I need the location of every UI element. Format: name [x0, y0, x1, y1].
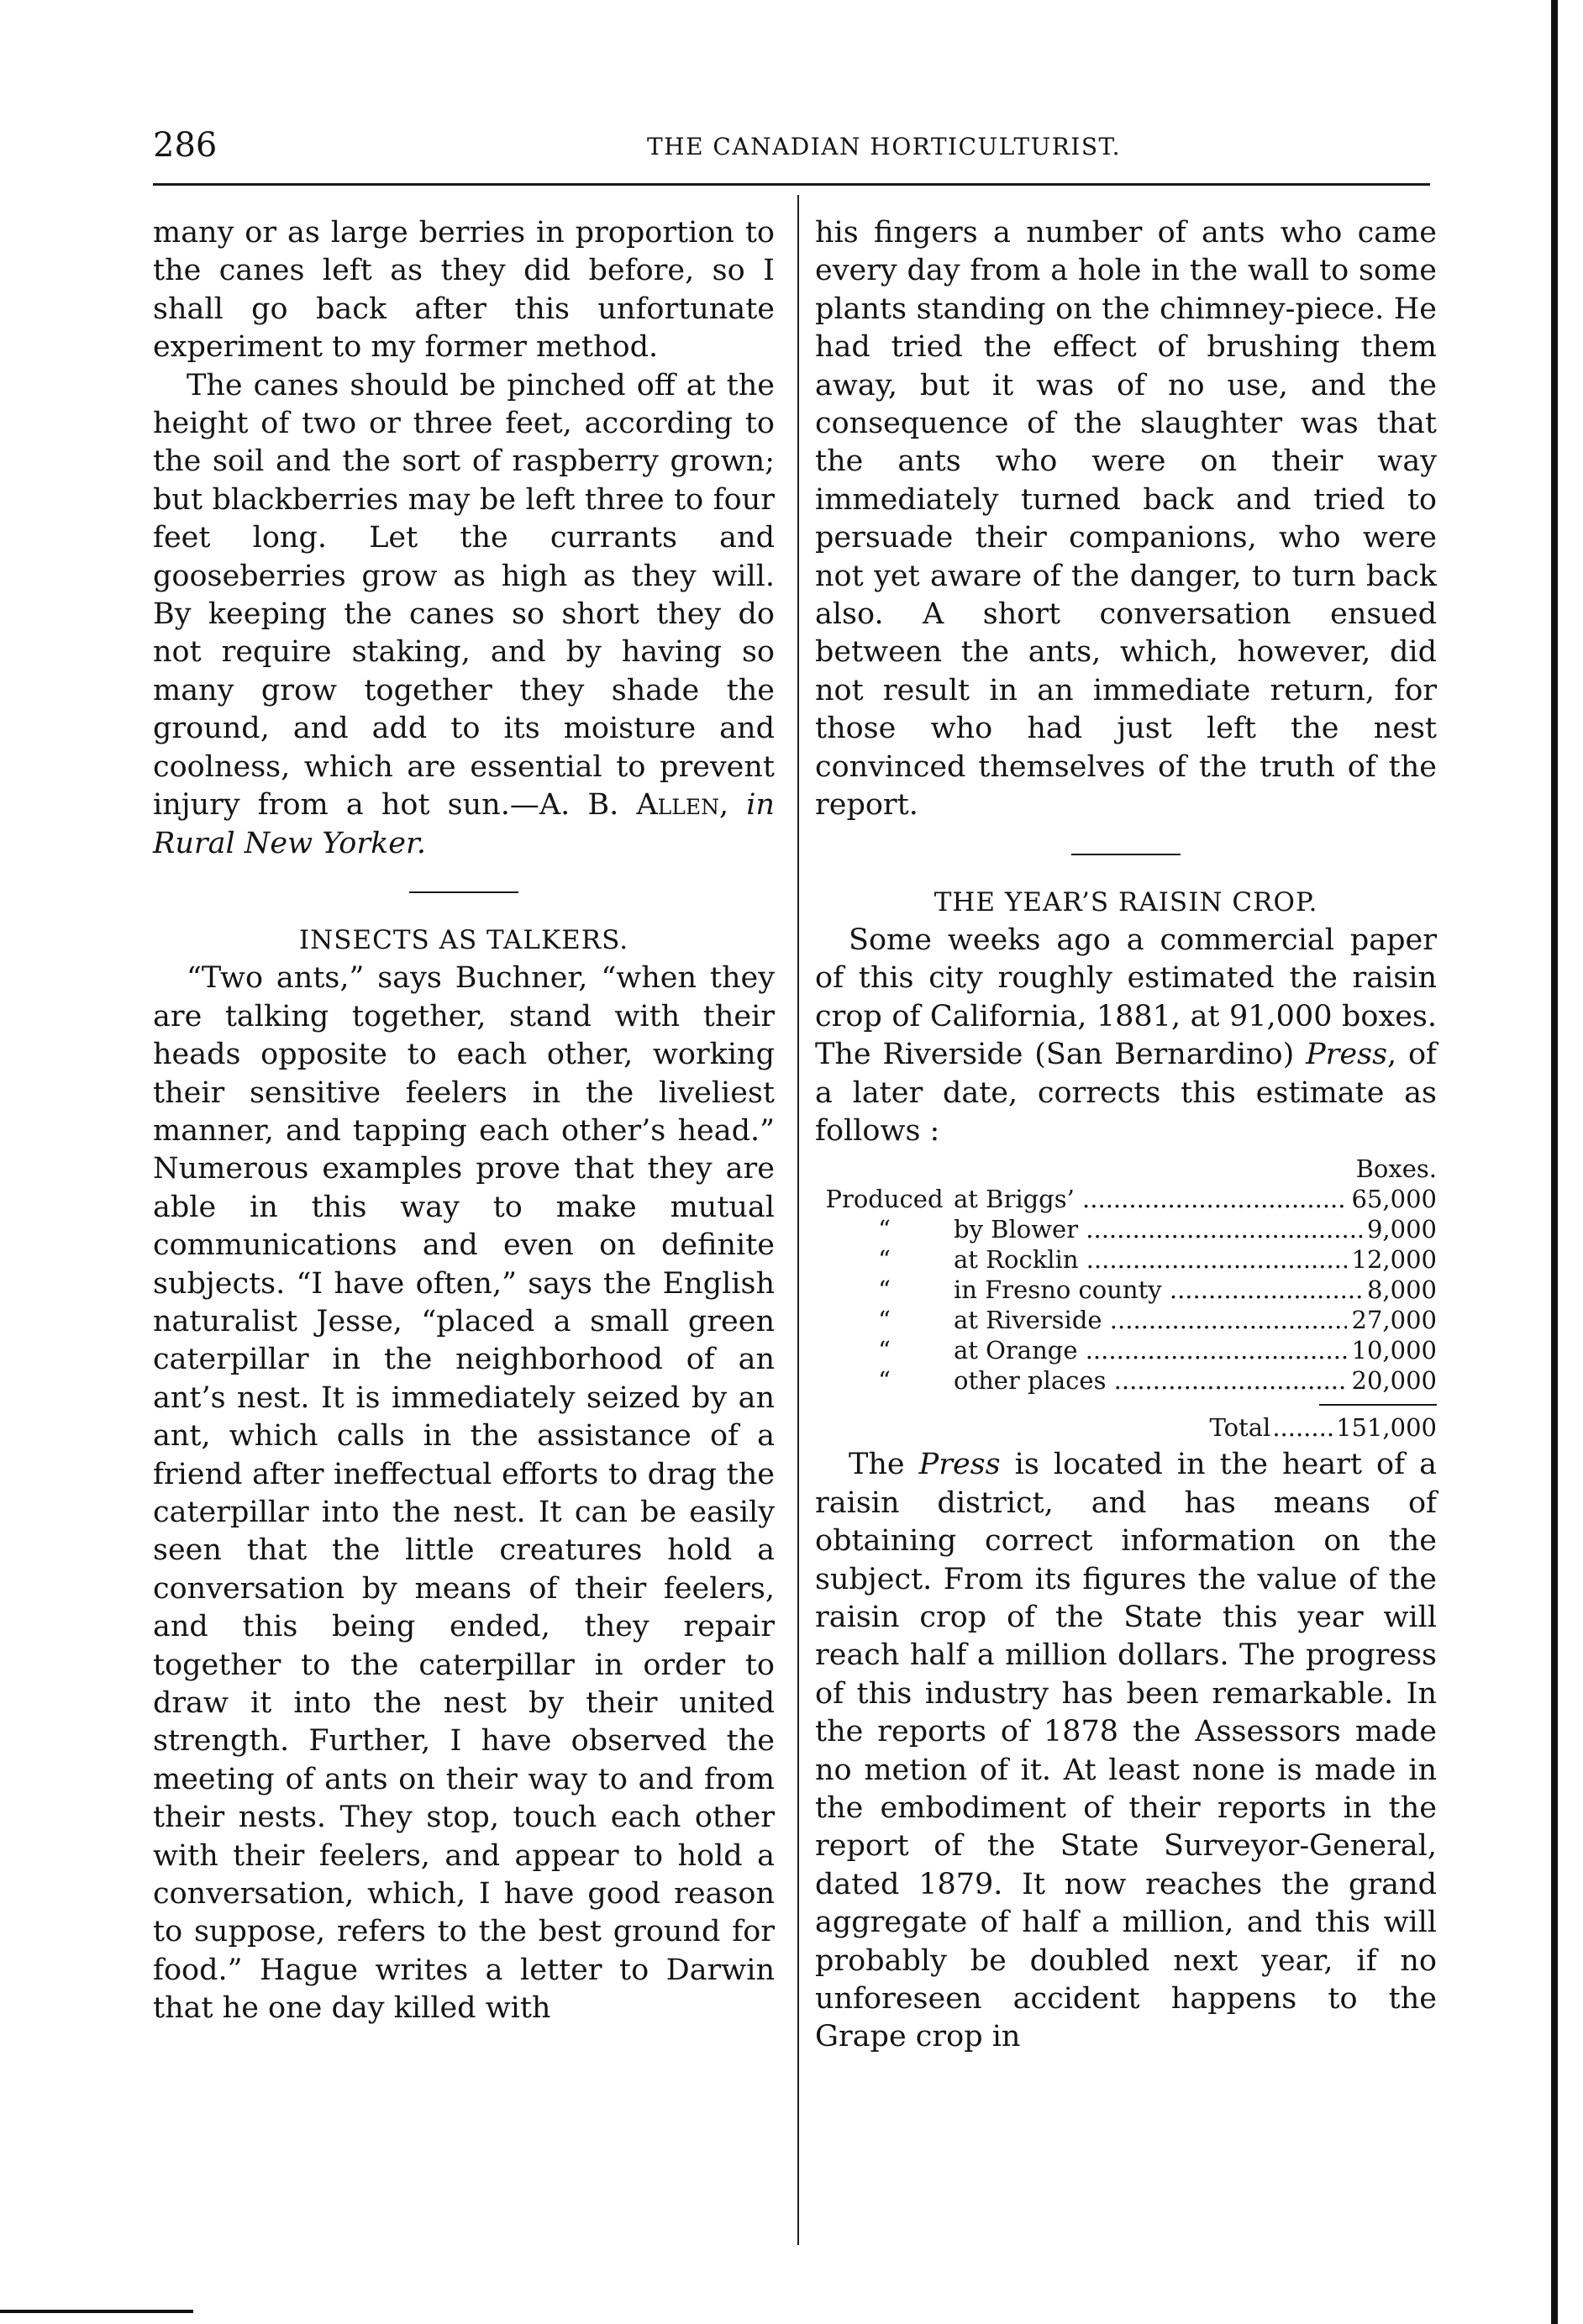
table-row [815, 1305, 1437, 1335]
section-title-insects: INSECTS AS TALKERS. [298, 924, 629, 955]
row-location: at Rocklin ..... [954, 1244, 1347, 1275]
table-total-rule [1319, 1404, 1437, 1406]
page-edge-bar [1551, 0, 1558, 2324]
raisin-table [815, 1154, 1437, 1443]
total-leader-dots: ........ [1272, 1413, 1335, 1443]
column-divider [797, 195, 799, 2245]
table-total-row [815, 1412, 1437, 1443]
row-category: “ [878, 1275, 891, 1305]
left-paragraph-2-text: The canes should be pinched off at the height of two or three feet, according to the soil and the sort of raspberry grown; but blackberries may be left three to four feet long. Let the currants and gooseberries grow as high as they will. By keeping the canes so short they do not require staking, and by having so many grow together they shade the ground, and add to its moisture and coolness, which are essential to prevent injury from a hot sun.— [153, 368, 775, 823]
right-column [815, 214, 1437, 2057]
row-location: at Orange ..... [954, 1335, 1347, 1365]
section-divider [1071, 854, 1181, 855]
total-value: 151,000 [1336, 1413, 1437, 1443]
press-italic: Press [1306, 1038, 1388, 1072]
right-paragraph-3-text-a: The [849, 1448, 919, 1482]
bottom-edge-rule [0, 2310, 193, 2313]
section-title-raisin: THE YEAR’S RAISIN CROP. [933, 886, 1318, 918]
table-row [815, 1184, 1437, 1214]
page-number: 286 [153, 126, 218, 165]
press-italic: Press [918, 1448, 1001, 1482]
row-location: by Blower ..... [954, 1214, 1362, 1244]
row-location: at Riverside ..... [954, 1305, 1347, 1335]
right-paragraph-1: his fingers a number of ants who came every day from a hole in the wall to some plants standing on the chimney-piece. He had tried the effect of brushing them away, but it was of no use, and the consequence of the slaughter was that the ants who were on their way immediately turned back and tried to persuade their companions, who were not yet aware of the danger, to turn back also. A short conversation ensued between the ants, which, however, did not result in an immediate return, for those who had just left the nest convinced themselves of the truth of the report. [815, 216, 1437, 823]
row-boxes: 27,000 [1351, 1306, 1437, 1335]
row-category: “ [878, 1336, 891, 1365]
page-header [153, 126, 1430, 176]
right-paragraph-2 [815, 922, 1437, 1150]
table-row [815, 1244, 1437, 1275]
table-row [815, 1275, 1437, 1305]
running-title: THE CANADIAN HORTICULTURIST. [646, 133, 1122, 160]
row-boxes: 12,000 [1351, 1245, 1437, 1275]
right-paragraph-2-text-a: Some weeks ago a commercial paper of this city roughly estimated the raisin crop of California, 1881, at 91,000 boxes. The Riverside (San Bernardino) [815, 923, 1437, 1072]
row-location: in Fresno county ..... [954, 1275, 1362, 1305]
row-location: other places ..... [954, 1365, 1347, 1396]
row-category: “ [878, 1366, 891, 1396]
header-rule [153, 183, 1430, 186]
table-unit-header: Boxes. [1355, 1154, 1437, 1184]
section-divider [409, 891, 518, 893]
left-paragraph-3: “Two ants,” says Buchner, “when they are talking together, stand with their heads opposite to each other, working their sensitive feelers in the liveliest manner, and tapping each other’s head.” Numerous examples prove that they are able in this way to make mutual communications and even on definite subjects. “I have often,” says the English naturalist Jesse, “placed a small green caterpillar in the neighborhood of an ant’s nest. It is immediately seized by an ant, which calls in the assistance of a friend after ineffectual efforts to drag the caterpillar into the nest. It can be easily seen that the little creatures hold a conversation by means of their feelers, and this being ended, they repair together to the caterpillar in order to draw it into the nest by their united strength. Further, I have observed the meeting of ants on their way to and from their nests. They stop, touch each other with their feelers, and appear to hold a conversation, which, I have good reason to suppose, refers to the best ground for food.” Hague writes a letter to Darwin that he one day killed with [153, 961, 775, 2026]
row-location: at Briggs’ ..... [954, 1184, 1347, 1214]
table-row [815, 1214, 1437, 1244]
right-paragraph-2-text-b: , of a later date, corrects this estimate as follows : [815, 1038, 1437, 1148]
table-row [815, 1335, 1437, 1365]
table-row [815, 1365, 1437, 1396]
left-paragraph-1: many or as large berries in proportion to the canes left as they did before, so I shall go back after this unfortunate experiment to my former method. [153, 216, 775, 365]
right-paragraph-3 [815, 1446, 1437, 2057]
row-category: “ [878, 1306, 891, 1335]
row-boxes: 20,000 [1351, 1366, 1437, 1396]
signature-source: in Rural New Yorker. [153, 788, 775, 860]
row-category: “ [878, 1215, 891, 1244]
signature-name: A. B. Allen [539, 788, 719, 823]
total-label: Total [1209, 1413, 1271, 1443]
row-category: “ [878, 1245, 891, 1275]
left-paragraph-2: The canes should be pinched off at the height of two or three feet, according to the soil and the sort of raspberry grown; but blackberries may be left three to four feet long. Let the currants and gooseberries grow as high as they will. By keeping the canes so short they do not require staking, and by having so many grow together they shade the ground, and add to its moisture and coolness, which are essential to prevent injury from a hot sun.—A. B. Allen, in Rural New Yorker. [153, 368, 775, 860]
right-paragraph-3-text-b: is located in the heart of a raisin district, and has means of obtaining correct information on the subject. From its figures the value of the raisin crop of the State this year will reach half a million dollars. The progress of this industry has been remarkable. In the reports of 1878 the Assessors made no metion of it. At least none is made in the embodiment of their reports in the report of the State Surveyor-General, dated 1879. It now reaches the grand aggregate of half a million, and this will probably be doubled next year, if no unforeseen accident happens to the Grape crop in [815, 1448, 1437, 2054]
row-boxes: 65,000 [1351, 1185, 1437, 1214]
row-boxes: 8,000 [1366, 1275, 1437, 1305]
left-column [153, 214, 775, 2028]
row-boxes: 9,000 [1366, 1215, 1437, 1244]
row-boxes: 10,000 [1351, 1336, 1437, 1365]
row-category: Produced [825, 1185, 944, 1214]
